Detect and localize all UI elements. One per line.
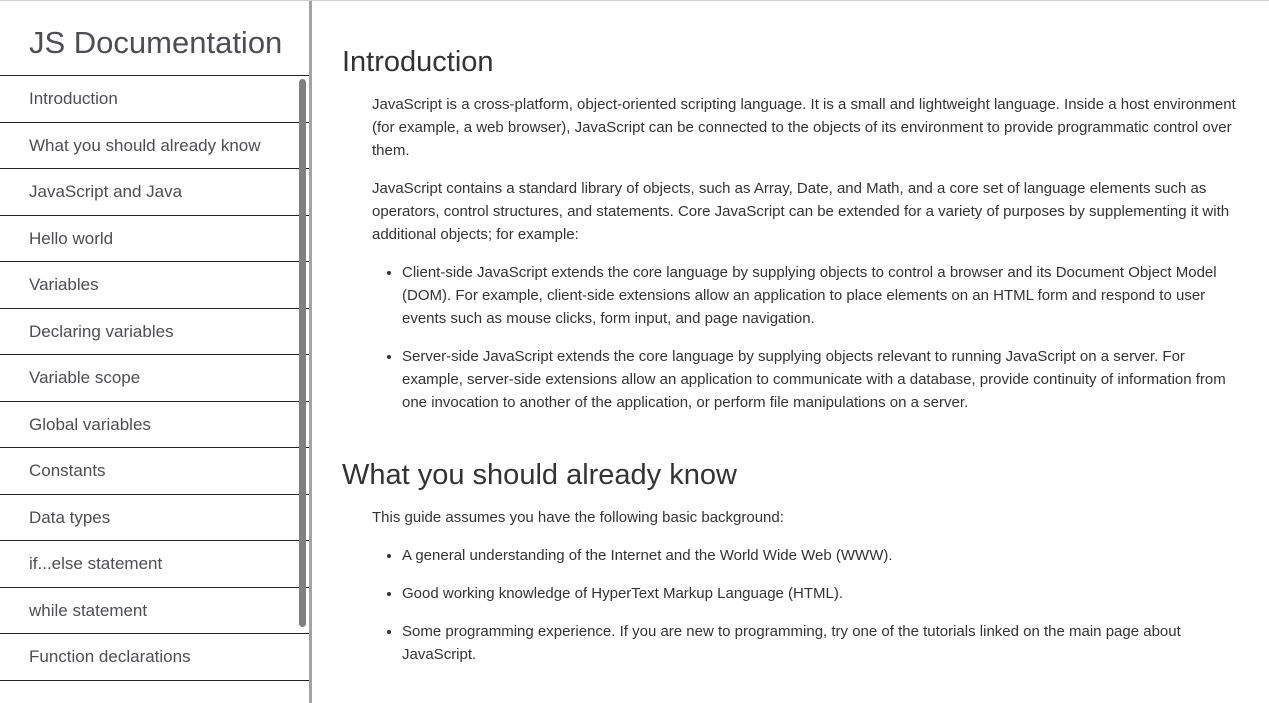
nav-link-function-declarations[interactable]: Function declarations [0, 634, 309, 681]
section-what-you-should-already-know [342, 414, 1242, 666]
nav-link-constants[interactable]: Constants [0, 448, 309, 495]
sidebar-scrollbar[interactable] [299, 79, 306, 627]
nav-link-declaring-variables[interactable]: Declaring variables [0, 309, 309, 356]
sidebar-nav [0, 1, 312, 703]
bullet-list [372, 261, 1242, 414]
nav-list [0, 76, 309, 681]
main-content [342, 1, 1242, 703]
list-item: • Client-side JavaScript extends the core language by supplying objects to control a browser and its Document Object Model (DOM). For example, client-side extensions allow an application to place elements on an HTML form and respond to user events such as mouse clicks, form input, and page navigation. [402, 261, 1242, 330]
nav-link-while-statement[interactable]: while statement [0, 588, 309, 635]
section-body [342, 506, 1242, 666]
section-body [342, 93, 1242, 414]
paragraph: JavaScript is a cross-platform, object-oriented scripting language. It is a small and lightweight language. Inside a host environment (for example, a web browser), JavaScript can be connected to the objects of its environment to provide programmatic control over them. [372, 96, 1236, 159]
nav-link-hello-world[interactable]: Hello world [0, 216, 309, 263]
list-item: • Server-side JavaScript extends the core language by supplying objects relevant to running JavaScript on a server. For example, server-side extensions allow an application to communicate with a database, provide continuity of information from one invocation to another of the application, or perform file manipulations on a server. [402, 345, 1242, 414]
sidebar-header [0, 1, 309, 76]
nav-link-data-types[interactable]: Data types [0, 495, 309, 542]
section-introduction [342, 1, 1242, 414]
section-heading: Introduction [342, 46, 494, 78]
nav-link-variables[interactable]: Variables [0, 262, 309, 309]
bullet-list [372, 544, 1242, 666]
list-item: • Some programming experience. If you are new to programming, try one of the tutorials linked on the main page about JavaScript. [402, 620, 1242, 666]
nav-link-javascript-and-java[interactable]: JavaScript and Java [0, 169, 309, 216]
paragraph: JavaScript contains a standard library of objects, such as Array, Date, and Math, and a core set of language elements such as operators, control structures, and statements. Core JavaScript can be extended for a variety of purposes by supplementing it with additional objects; for example: [372, 180, 1230, 243]
nav-link-global-variables[interactable]: Global variables [0, 402, 309, 449]
list-item: • A general understanding of the Internet and the World Wide Web (WWW). [402, 544, 1242, 567]
nav-link-if-else-statement[interactable]: if...else statement [0, 541, 309, 588]
page-title: JS Documentation [29, 25, 283, 60]
list-item: • Good working knowledge of HyperText Markup Language (HTML). [402, 582, 1242, 605]
nav-link-what-you-should-already-know[interactable]: What you should already know [0, 123, 309, 170]
nav-link-introduction[interactable]: Introduction [0, 76, 309, 123]
nav-link-variable-scope[interactable]: Variable scope [0, 355, 309, 402]
paragraph: This guide assumes you have the following basic background: [372, 509, 784, 526]
section-heading: What you should already know [342, 459, 737, 491]
